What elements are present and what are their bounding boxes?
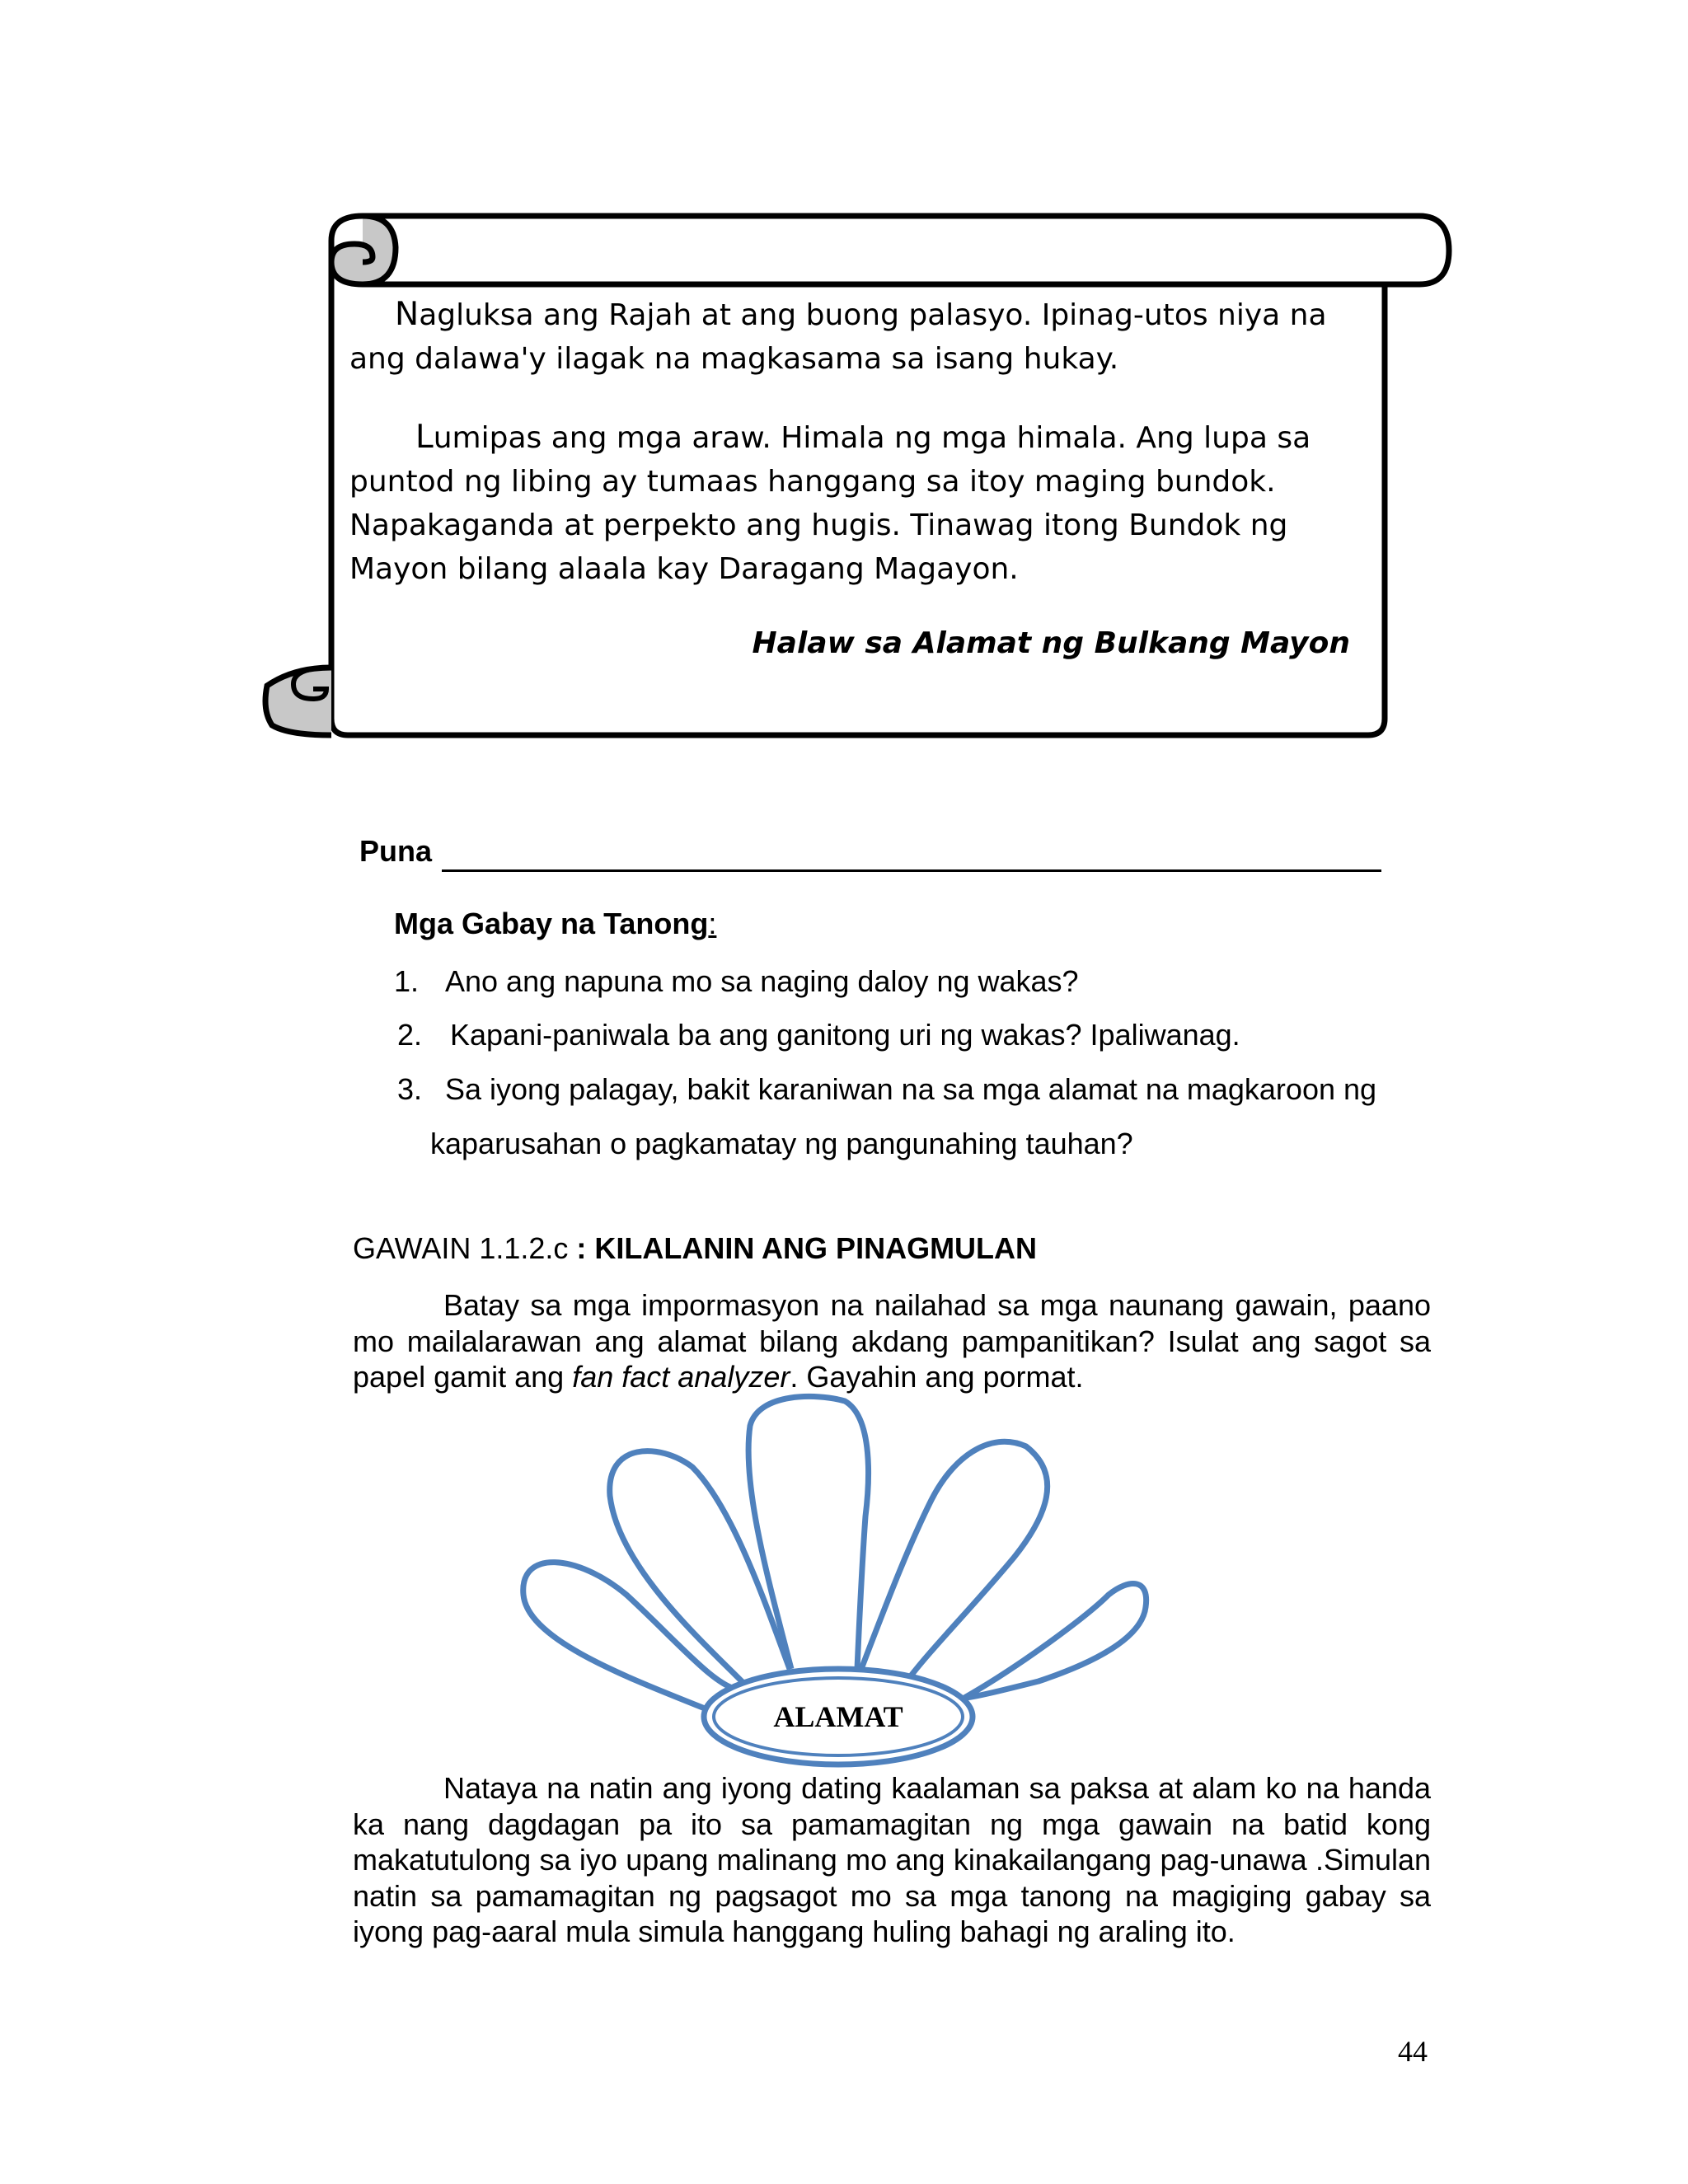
fan-petal-5 <box>964 1583 1146 1698</box>
puna-label: Puna <box>359 834 433 868</box>
guide-question-3: 3. Sa iyong palagay, bakit karaniwan na sa mga alamat na magkaroon ng <box>397 1072 1377 1106</box>
guide-question-2: 2. Kapani-paniwala ba ang ganitong uri ng wakas? Ipaliwanag. <box>397 1018 1240 1052</box>
activity-title: GAWAIN 1.1.2.c : KILALANIN ANG PINAGMULAN <box>353 1231 1038 1265</box>
guide-questions-title: Mga Gabay na Tanong: <box>394 907 717 940</box>
scroll-paragraph-2: Lumipas ang mga araw. Himala ng mga himala. Ang lupa sa puntod ng libing ay tumaas hanggang sa itoy maging bundok. Napakaganda at perpekto ang hugis. Tinawag itong Bundok ng Mayon bilang alaala kay Daragang Magayon. <box>349 419 1311 586</box>
activity-instruction: Batay sa mga impormasyon na nailahad sa mga naunang gawain, paano mo mailalarawan ang alamat bilang akdang pampanitikan? Isulat ang sagot sa papel gamit ang fan fact analyzer. Gayahin ang pormat. <box>353 1288 1431 1394</box>
fan-petal-1 <box>523 1563 740 1710</box>
closing-paragraph: Nataya na natin ang iyong dating kaalaman sa paksa at alam ko na handa ka nang dagdagan pa ito sa pamamagitan ng mga gawain na batid kong makatutulong sa iyo upang malinang mo ang kinakailangang pag-unawa .Simulan natin sa pamamagitan ng pagsagot mo sa mga tanong na magiging gabay sa iyong pag-aaral mula simula hanggang huling bahagi ng araling ito. <box>353 1771 1431 1948</box>
fan-petal-2 <box>610 1451 790 1685</box>
page-number: 44 <box>1398 2035 1428 2068</box>
guide-question-3-continuation: kaparusahan o pagkamatay ng pangunahing tauhan? <box>430 1127 1133 1160</box>
fan-petal-4 <box>861 1441 1048 1681</box>
guide-question-1: 1. Ano ang napuna mo sa naging daloy ng wakas? <box>394 964 1079 998</box>
fan-petal-3 <box>748 1396 868 1669</box>
story-attribution: Halaw sa Alamat ng Bulkang Mayon <box>752 626 1350 660</box>
scroll-paragraph-1: Nagluksa ang Rajah at ang buong palasyo. Ipinag-utos niya na ang dalawa'y ilagak na magkasama sa isang hukay. <box>349 296 1327 376</box>
fan-center-label: ALAMAT <box>773 1700 903 1733</box>
